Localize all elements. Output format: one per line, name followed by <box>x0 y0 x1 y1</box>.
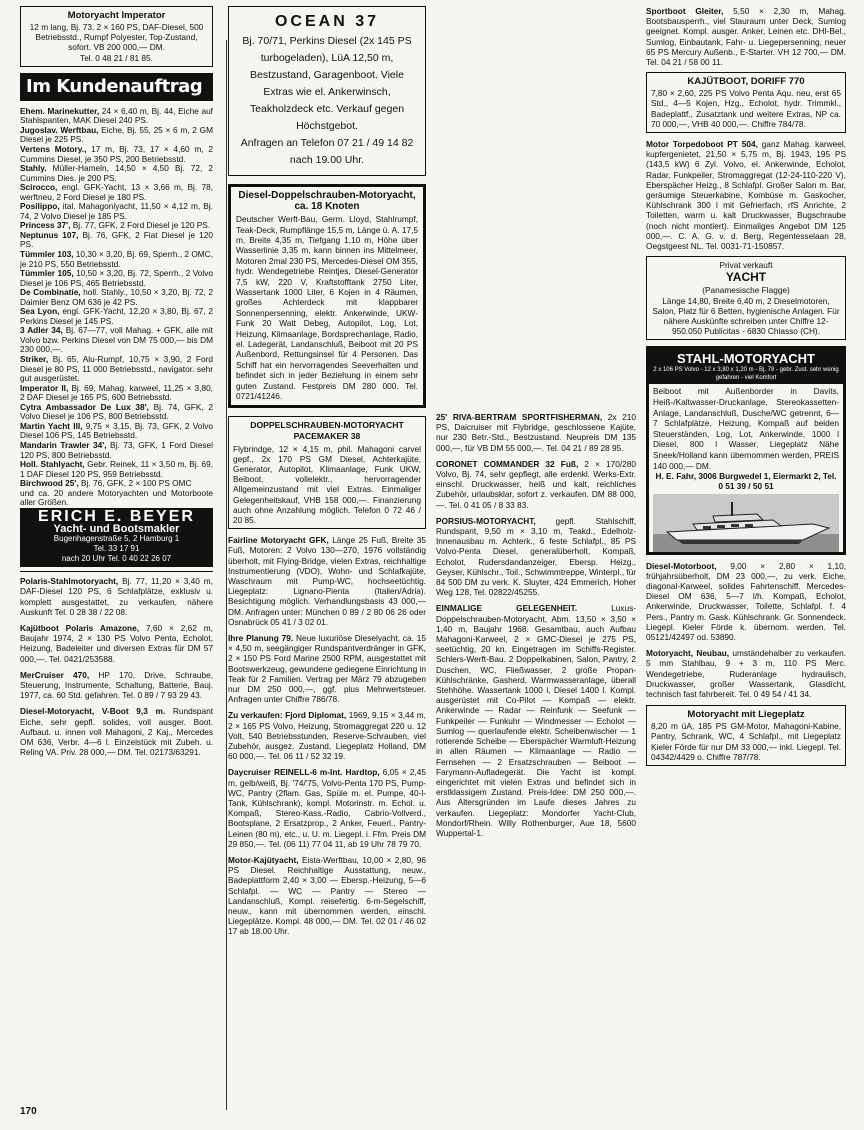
classified-ad <box>20 126 213 145</box>
ad-title: KAJÜTBOOT, DORIFF 770 <box>687 76 805 88</box>
ad-name: Vertens Motory., <box>20 145 87 154</box>
ad-text: Bj. 65, Alu-Rumpf, 10,75 × 3,90, 2 Ford Diesel je 80 PS, 11 000 Betriebsstd., navigator. sehr gut ausgerüstet. <box>20 355 213 384</box>
classified-ad <box>436 412 636 453</box>
classified-ad <box>20 576 213 617</box>
banner-kundenauftrag: Im Kundenauftrag <box>20 73 213 101</box>
ad-name: Holl. Stahlyacht, <box>20 460 85 470</box>
classified-ad <box>20 460 213 479</box>
classified-ad <box>20 288 213 307</box>
ad-name: Ehem. Marinekutter, <box>20 106 100 116</box>
ad-stahl-motoryacht <box>646 346 846 554</box>
ad-group <box>20 576 213 757</box>
ad-text: Neue luxuriöse Dieselyacht, ca. 15 × 4,50 m, seegängiger Rundspantverdränger in GFK, 2 × 150 PS Ford Marine 2500 RPM, ausgestattet mit Bootswerkzeug, gewundene gediegene Einrichtung in Teak für 2 Familien. Vertrag per März 79 abzugeben nur DM 250 000,—, ggf. plus Mehrwertsteuer. Anfragen unter Chiffre 786/78. <box>228 632 426 705</box>
ad-text: 2 × 170/280 Volvo, Bj. 74, sehr gepflegt, alle erdenkl. Werks-Extr. einschl. Druckwasser, heiß und kalt, reichliches Zubehör, urlaubsklar, sofort z. verkaufen. DM 88 000,—. Tel. 0 41 05 / 8 33 83. <box>436 458 636 510</box>
ad-privat-yacht <box>646 256 846 340</box>
ad-text: engl. GFK-Yacht, 13 × 3,66 m, Bj. 78, werftneu, 2 Ford Diesel je 180 PS. <box>20 183 213 202</box>
broker-phone-evening: nach 20 Uhr Tel. 0 40 22 26 07 <box>61 554 172 564</box>
ad-name: PORSIUS-MOTORYACHT, <box>436 515 536 526</box>
ad-name: Martin Yacht III, <box>20 421 83 431</box>
ad-text: ganz Mahag. karweel, kupfergenietet, 21,50 × 5,75 m, Bj. 1943, 195 PS (143,5 kW) 6 Zyl. Volvo, el. Ankerwinde, Echolot, Radar, Funkpeiler, Stromaggregat (12-24-110-220 V), Eberspächer Heizg., 8 Schlafpl. Großer Salon m. Bar, geräumige Steuerkabine, Kombüse m. Gaskocher, Kühlschrank 300 l mit Gefrierfach, rfS Anrichte, 2 Toiletten, warm u. kalt Druckwasser, Bugschraube (noch nicht montiert). Einmaliges Angebot DM 125 000,—. C. A. G. v. d. Berg, Regentesselaan 28, Oegstgeest NL. Tel. 0031-71-150857. <box>646 139 846 252</box>
classified-ad <box>20 183 213 202</box>
ad-text: 9,75 × 3,15, Bj. 73, GFK, 2 Volvo Diesel 106 PS, 145 Betriebsstd. <box>20 421 213 441</box>
ad-text: Müller-Hameln, 14,50 × 4,50 Bj. 72, 2 Cummins Dies. je 200 PS. <box>20 164 213 183</box>
ad-text: 17 m, Bj. 73, 17 × 4,60 m, 2 Cummins Diesel, je 350 PS, 200 Betriebsstd. <box>20 145 213 164</box>
classified-ad <box>20 164 213 183</box>
ad-name: Stahly. <box>20 164 47 174</box>
ad-text: Länge 14,80, Breite 6,40 m, 2 Dieselmotoren, Salon, Platz für 6 Betten, hygienische Anlagen. Für nähere Auskünfte schreiben unter Chiffre 12-950.050 Publicitas - 6830 Chiasso (CH). <box>652 295 840 337</box>
ad-name: Sea Lyon, <box>20 307 60 317</box>
ad-text: 7,60 × 2,62 m, Baujahr 1974, 2 × 130 PS Volvo Penta, Echolot, Heizung, Badeleiter und diversen Extras für DM 57 000,—. Tel. 0421/253588. <box>20 623 213 664</box>
classified-ad <box>20 202 213 221</box>
motoryacht-photo <box>653 494 839 552</box>
ad-name: Diesel-Motorboot, <box>646 560 717 571</box>
ad-name: Sportboot Gleiter, <box>646 6 724 16</box>
ad-text: engl. GFK-Yacht, 12,20 × 3,80, Bj. 67, 2 Perkins Diesel je 145 PS. <box>20 307 213 326</box>
classified-ad <box>20 403 213 422</box>
ad-title: Motoryacht Imperator <box>67 10 166 21</box>
ad-name: Fairline Motoryacht GFK, <box>228 535 329 546</box>
ad-doriff <box>646 72 846 133</box>
classified-ad <box>646 648 846 699</box>
ad-title: OCEAN 37 <box>274 13 380 30</box>
ad-text: 10,50 × 3,20, Bj. 72, Sperrh., 2 Volvo Diesel je 106 PS, 465 Betriebsstd. <box>20 269 213 288</box>
ad-text: Länge 25 Fuß, Breite 35 Fuß, Motoren: 2 Volvo 130—270, 1976 vollständig überholt, mit Flying-Bridge, vielen Extras, reichhaltige Instrumentierung (VDO), Wohn- und Schlafkajüte, Waschraum mit Pump-WC, hochseetüchtig. Liegeplatz: Lignano-Pienta (Italien/Adria). Besichtigung möglich. Verhandlungsbasis 43 000,— DM. Anfragen unter: München 0 89 / 2 80 06 26 oder Osnabrück 05 41 / 3 02 01. <box>228 535 426 627</box>
ad-name: Scirocco, <box>20 183 58 193</box>
ad-text: Luxus-Doppelschrauben-Motoryacht, Abm. 13,50 × 3,50 × 1,40 m, Baujahr 1968. Gesamtbau, auch Aufbau Mahagoni-Karweel, 2 × GMC-Diesel je 275 PS, seetüchtig, 20 kn. Eingetragen im Schiffs-Register. Schlers-Werft-Bau. 2 Doppelkabinen, Salon, Pantry, 2 Duschen, WC, Fließwasser, 2 große Propan-Kühlschränke, Gasherd, Warmwasseranlage, überall Stehhöhe. Wassertank 1000 l, Diesel 1400 l. Kompl. ausgerüstet mit Co-Pilot — Kompaß — elektr. Ankerwinde — Radar — Reinfunk — Seefunk — Funkpeiler — Funkuhr — Windmesser — Echolot — Sumlog — querlaufende elektr. Scheibenwischer — 1 rotierende Scheibe — Eberspächer Warmluft-Heizung in allen Räumen — Klimaanlage — Radio — Fernsehen — 2 Ersatzschrauben — Beiboot — Farymann-Aufladegerät. Die Yacht ist kompl. eingerichtet mit vielen Extras und befindet sich in erstklassigem Zustand. Preis-Idee: DM 250 000,—. Aus Altersgründen im Laufe dieses Jahres zu verkaufen. Liegeplatz: Mondorfer Yacht-Club, Mondorf/Rhein. Willy Rothenburger, Aue 18, 5600 Wuppertal-1. <box>436 603 636 838</box>
ad-line: Anfragen an Telefon 07 21 / 49 14 82 nach 19.00 Uhr. <box>240 137 414 167</box>
ad-text: holl. Stahly., 10,50 × 3,20, Bj. 72, 2 Daimler Benz OM 636 je 42 PS. <box>20 288 213 307</box>
ad-group <box>228 535 426 937</box>
ad-text: gepfl. Stahlschiff, Rundspant, 9,50 m × 3,10 m, Teakd., Edelholz-Innenausbau m. Achterk., 6 feste Schlafpl., 85 PS Volvo-Penta Diesel, generalüberholt, Kompaß, Echolot, Rudersdandanzeiger, Ebersp. Heizg., Geyser, Kühlschr., Toil., Schwimmtreppe, Winterpl., für 84 500 DM zu verk. K. Sluyter, 424 Emmerich, Hoher Weg 128, Tel. 02822/45255. <box>436 515 636 598</box>
ad-name: MerCruiser 470, <box>20 669 90 680</box>
classified-ad <box>20 479 213 489</box>
ad-name: Birchwood 25', <box>20 479 79 489</box>
ad-pacemaker <box>228 416 426 530</box>
ad-text: Flybrindge, 12 × 4,15 m, phil. Mahagoni carvel gepf., 2x 170 PS GM Diesel, Achterkajüte, Generator, Autopilot, Klimaanlage, Funk UKW, Beiboot, vollelektr., hervorragender Allgemeinzustand mit viel Extras. Einmaliger Gelegenheitskauf, VHB 158 000,—. Finanzierung auch ohne Anzahlung möglich. Telefon 0 72 46 / 20 85. <box>233 443 421 525</box>
ad-group <box>646 561 846 700</box>
ad-text: Bj. 74, GFK, 2 Volvo Diesel je 106 PS, 800 Betriebsstd. <box>20 402 213 422</box>
ad-name: Jugoslav. Werftbau, <box>20 125 99 135</box>
classified-ad <box>646 561 846 643</box>
column-4 <box>646 6 846 772</box>
broker-box <box>20 508 213 567</box>
classified-ad <box>436 603 636 838</box>
ad-text: Rundspant Eiche, sehr gepfl. solides, voll ausger. Boot. Aufbaut. u. innen voll Mahagoni, 2 Kaj., Mercedes OM 636, Verbr. 4—6 l. Einzelstück mit Zubeh. u. Reling VA. Priv. 28 000,— DM. Tel. 02173/63291. <box>20 706 213 758</box>
ad-text: Bj. 77, GFK, 2 Ford Diesel je 120 PS. <box>70 221 211 231</box>
classified-ad <box>228 855 426 937</box>
classified-ad <box>228 535 426 627</box>
ad-text: ital. Mahagoniyacht, 11,50 × 4,12 m, Bj. 74, 2 Volvo Diesel je 185 PS. <box>20 202 213 221</box>
ad-kicker: Privat verkauft <box>719 260 773 271</box>
classified-ad <box>20 489 213 508</box>
classified-ad <box>20 422 213 441</box>
ad-subtitle: (Panamesische Flagge) <box>702 285 790 296</box>
ad-text: 8,20 m üA, 185 PS GM-Motor, Mahagoni-Kabine, Pantry, Schrank, WC, 4 Schlafpl., mit Liegeplatz Kieler Förde für nur DM 33 000,— inkl. Liegepl. Tel. 04342/4429 o. Chiffre 787/78. <box>651 721 841 762</box>
ad-text: 7,80 × 2,60, 225 PS Volvo Penta Aqu. neu, erst 65 Std., 4—5 Kojen, Hzg., Echolot, hydr. Trimmkl., Badeplattf., Zusatztank und weitere Extras, NP ca. 70 000,—, VHB 40 000,—. Chiffre 784/78. <box>651 88 841 129</box>
ad-name: EINMALIGE GELEGENHEIT. <box>436 603 578 614</box>
ad-text: 1969, 9,15 × 3,44 m, 2 × 165 PS Volvo, Heizung, Stromaggregat 220 u. 12 Volt, 540 Betriebsstunden, Reserve-Schrauben, viel Zubehör, ausgez. Zustand, Liegeplatz Holland, DM 60 000,—. Tel. 06 11 / 52 32 19. <box>228 710 426 762</box>
ad-title: DOPPELSCHRAUBEN-MOTORYACHT PACEMAKER 38 <box>250 419 404 441</box>
ad-name: Imperator II, <box>20 383 69 393</box>
ad-line: Bestzustand, Garagenboot. Viele Extras wie el. Ankerwinsch, <box>250 69 404 99</box>
ad-text: 24 × 6,40 m, Bj. 44, Eiche auf Stahlspanten, MAK Diesel 240 PS. <box>20 106 213 126</box>
classified-ad <box>20 623 213 664</box>
classified-ad <box>20 221 213 231</box>
ad-name: Zu verkaufen: Fjord Diplomat, <box>228 710 347 721</box>
ad-name: CORONET COMMANDER 32 Fuß, <box>436 458 579 469</box>
ad-text: umständehalber zu verkaufen. 5 mm Stahlbau, 9 + 3 m, 110 PS Merc. Wendegetriebe, Ruderanlage hydraulisch, Druckwasser, großer Wassertank, Glasdicht, technisch fast fahrbereit. Tel. 0 49 54 / 41 34. <box>646 648 846 700</box>
ad-torpedoboot <box>646 139 846 251</box>
classified-ad <box>20 355 213 384</box>
ad-text: 6,05 × 2,45 m, gelb/weiß, Bj. '74/'75, Volvo-Penta 170 PS, Pump-WC, Pantry (2flam. Gas, Spüle m. el. Pumpe, 40-l-Tank, Kühlschrank), kompl. Motorinstr. m. Echol. u. Kompaß, Stereo-Kass.-Radio, Cabrio-Vollverd., Bootsplane, 2 Ersatzprop., 2 Anker, Feuerl., Pantry-Leinen (80 m), etc., u. U. m. Liegepl. i. Ffm. Preis DM 29 850,—. Tel. (06 11) 77 04 11, ab 19 Uhr 78 79 70. <box>228 767 426 849</box>
ad-title: Diesel-Doppelschrauben-Motoryacht, ca. 18 Knoten <box>238 190 416 213</box>
ad-title: YACHT <box>725 270 767 285</box>
ad-name: Daycruiser REINELL-6 m-Int. Hardtop, <box>228 767 380 778</box>
classified-ad <box>20 269 213 288</box>
ad-text: Bj. 77, 11,20 × 3,40 m, DAF-Diesel 120 PS, 6 Schlafplätze, exklusiv u. komplett ausgestattet, zu verkaufen, nähere Auskunft Tel. 0 28 38 / 22 08. <box>20 576 213 617</box>
ad-text: Eista-Werftbau, 10,00 × 2,80, 96 PS Diesel. Reichhaltige Ausstattung, neuw., Badeplattform 2,40 × 3,00 — Ebersp.-Heizung, 5—6 Schlafpl. — WC — Pantry — Stereo — Landanschluß, Kompl. reisefertig. 6-m-Segelschiff, neuw., kann mit übernommen werden, einschl. Liegeplätze. Kompl. 48 000,— DM. Tel. 02 01 / 46 02 17 ab 18.00 Uhr. <box>228 855 426 937</box>
ad-text: Deutscher Werft-Bau, Germ. Lloyd, Stahlrumpf, Teak-Deck, Rumpflänge 15,5 m, Länge ü. A. 17,5 m, Breite 4,35 m, Tiefgang 1,10 m, Höhe über Wasserlinie 3,35 m, kann binnen ins Mittelmeer, Motoren 2mal 230 PS, Mercedes-Diesel OM 355, hydr. Wendegetriebe Reintjes, Diesel-Generator 7,5 kW, 220 V, Kraftstofftank 2750 Liter, Wassertank 1000 Liter, 6 Kojen in 4 Räumen, großes Achterdeck mit klappbarer Sonnenpersenning, elektr. Ankerwinde, UKW-Funk 20 Watt Debeg, Autopilot, Log, Lot, Heizung, Klimaanlage, Bordsprechanlage, Radio, el. Ladegerät, Landanschluß, Beiboot mit 20 PS Außenbord, Rettungsinsel für 4 Personen. Das Schiff hat ein hervorragendes Seeverhalten und befindet sich in jeder Beziehung in einem sehr guten Zustand. Festpreis DM 280 000. Tel. 0721/41246. <box>236 214 418 402</box>
ad-name: Cytra Ambassador De Lux 38', <box>20 402 149 412</box>
ad-text: Beiboot mit Außenborder in Davits, Heiß-/Kaltwasser-Druckanlage, Stereokassetten-Anlage, Landanschluß, Dusche/WC getrennt, 6—7 Schlafplätze, Heizung, Kompaß auf beiden Steuerständen, Log, Lot, Ankerwinde, 1000 l Diesel, 800 l Wasser, Liegeplatz Nähe Sneek/Holland kann übernommen werden, PREIS 140 000,— DM. <box>653 386 839 471</box>
ad-text: Bj. 69, Mahag. karweel, 11,25 × 3,80, 2 DAF Diesel je 165 PS, 600 Betriebsstd. <box>20 383 213 403</box>
ad-group <box>436 412 636 838</box>
broker-name: ERICH E. BEYER <box>38 507 195 525</box>
ad-text: 2x 210 PS, Daicruiser mit Flybridge, geschlossene Kajüte, nur 230 Betr.-Std., Bestzustand. Neupreis DM 135 000,—, für VB DM 55 000,—. Tel. 04 21 / 89 28 95. <box>436 412 636 453</box>
ad-text: Bj. 67—77, voll Mahag. + GFK, alle mit Volvo bzw. Perkins Diesel von DM 75 000,— bis DM 230 000,—. <box>20 326 213 355</box>
classified-ad <box>20 706 213 757</box>
classified-ad <box>20 250 213 269</box>
ad-name: Motor Torpedoboot PT 504, <box>646 139 758 150</box>
ad-text: 12 m lang, Bj. 73, 2 × 160 PS, DAF-Diesel, 500 Betriebsstd., Rumpf Polyester, Top-Zustand, sofort. VB 200 000,— DM. <box>29 22 204 53</box>
ad-name: Motor-Kajütyacht, <box>228 855 299 866</box>
broker-address: Bugenhagenstraße 5, 2 Hamburg 1 <box>53 534 180 544</box>
ad-ocean-37 <box>228 6 426 176</box>
classified-ad <box>436 516 636 598</box>
ad-name: Tümmler 105, <box>20 269 74 279</box>
ad-line: Teakholzdeck etc. Verkauf gegen Höchstgebot. <box>249 103 405 133</box>
ad-name: 25' RIVA-BERTRAM SPORTFISHERMAN, <box>436 412 603 422</box>
ad-text: HP 170, Drive, Schraube, Steuerung, Instrumente, Schaltung, Batterie, Bauj. 1977, ca. 60 Std. gefahren. Tel. 0 89 / 7 93 29 43. <box>20 669 213 701</box>
ad-text: Bj. 76, GFK, 2 × 100 PS OMC <box>78 479 192 489</box>
column-2 <box>228 6 426 943</box>
broker-phone: Tel. 33 17 91 <box>93 544 140 554</box>
classified-ad <box>20 145 213 164</box>
ad-name: Posilippo, <box>20 202 60 212</box>
column-rule <box>226 40 227 1110</box>
ad-liegeplatz <box>646 705 846 766</box>
ad-sportboot <box>646 6 846 67</box>
classified-ad <box>436 459 636 510</box>
ad-text: Eiche, Bj. 55, 25 × 6 m, 2 GM Diesel je 225 PS. <box>20 125 213 145</box>
classified-ad <box>20 384 213 403</box>
ad-doppel-diesel <box>228 184 426 407</box>
broker-subtitle: Yacht- und Bootsmakler <box>53 522 180 535</box>
ad-text: Bj. 76, GFK, 2 Fiat Diesel je 120 PS. <box>20 230 213 250</box>
classified-ad <box>20 107 213 126</box>
ad-text: und ca. 20 andere Motoryachten und Motorboote aller Größen. <box>20 488 213 508</box>
ad-text: 5,50 × 2,30 m, Mahag. Bootsbausperrh., viel Stauraum unter Deck, Sumlog geeignet. Kompl. ausger. Anker, Leinen etc. DHI-Bel., Sumlog, Einbautank, Fahr- u. Liegepersenning, neuer 65 PS Mercury Außenb., E-Starter. VH 12 700,— DM. Tel. 04 21 / 58 00 11. <box>646 6 846 68</box>
ad-name: Ihre Planung 79. <box>228 632 294 643</box>
classified-ad <box>20 307 213 326</box>
ad-name: Tümmler 103, <box>20 250 74 260</box>
listing-group <box>20 107 213 508</box>
classified-ad <box>20 326 213 355</box>
ad-name: Polaris-Stahlmotoryacht, <box>20 576 119 587</box>
ad-name: Kajütboot Polaris Amazone, <box>20 623 140 633</box>
ad-title: Motoryacht mit Liegeplatz <box>687 709 805 721</box>
column-3 <box>436 412 636 844</box>
ad-contact: H. E. Fahr, 3006 Burgwedel 1, Eiermarkt 2, Tel. 0 51 39 / 50 51 <box>655 471 837 492</box>
ad-line: Bj. 70/71, Perkins Diesel (2x 145 PS turbogeladen), LüA 12,50 m, <box>242 35 412 65</box>
ad-imperator <box>20 6 213 67</box>
ad-text: Gebr. Reinek, 11 × 3,50 m, Bj. 69, 1 DAF Diesel 120 PS, 959 Betriebsstd. <box>20 460 213 479</box>
ad-tel: Tel. 0 48 21 / 81 85. <box>80 52 153 63</box>
ad-name: Striker, <box>20 355 49 365</box>
ad-text: 10,30 × 3,20, Bj. 69, Sperrh., 2 OMC, je 210 PS, 550 Betriebsstd. <box>20 250 213 269</box>
ad-name: Diesel-Motoryacht, V-Boot 9,3 m. <box>20 706 166 717</box>
classified-ad <box>228 633 426 704</box>
ad-text: Bj. 73, GFK, 1 Ford Diesel 120 PS, 800 Betriebsstd. <box>20 440 213 460</box>
ad-text: 9,00 × 2,80 × 1,10, frühjahrsüberholt, DM 23 000,—, zu verk. Eiche, diagonal-Karweel, solides Fahrtenschiff. Mercedes-Diesel OM 636, 5—7 l/h. Kompaß, Echolot, Ankerwinde, Druckwasser, Toilette, Schlafpl. f. 4 Pers., Pantry m. Gask. Kühlschrank. Gr. Sonnendeck. Liegepl. Kieler Förde k. übernom. werden. Tel. 05121/42497 od. 53890. <box>646 560 846 643</box>
column-1 <box>20 6 213 763</box>
classified-ad <box>20 441 213 460</box>
ad-name: 3 Adler 34, <box>20 326 63 336</box>
classified-ad <box>228 710 426 761</box>
classified-ad <box>20 231 213 250</box>
classified-ad <box>228 767 426 849</box>
ad-name: Neptunus 107, <box>20 230 79 240</box>
ad-name: Princess 37', <box>20 221 71 231</box>
classified-ad <box>20 670 213 701</box>
ad-name: De Combinatie, <box>20 288 81 298</box>
page-number: 170 <box>20 1106 37 1117</box>
ad-name: Motoryacht, Neubau, <box>646 648 730 659</box>
ad-subtitle: 2 x 106 PS Volvo - 12 x 3,80 x 1,20 m - Bj. 78 - gebr. Zust. sehr wenig gefahren - viel Komfort <box>649 366 843 384</box>
divider <box>20 571 213 572</box>
ad-name: Mandarin Trawler 34', <box>20 440 107 450</box>
ad-title: STAHL-MOTORYACHT <box>649 349 843 366</box>
